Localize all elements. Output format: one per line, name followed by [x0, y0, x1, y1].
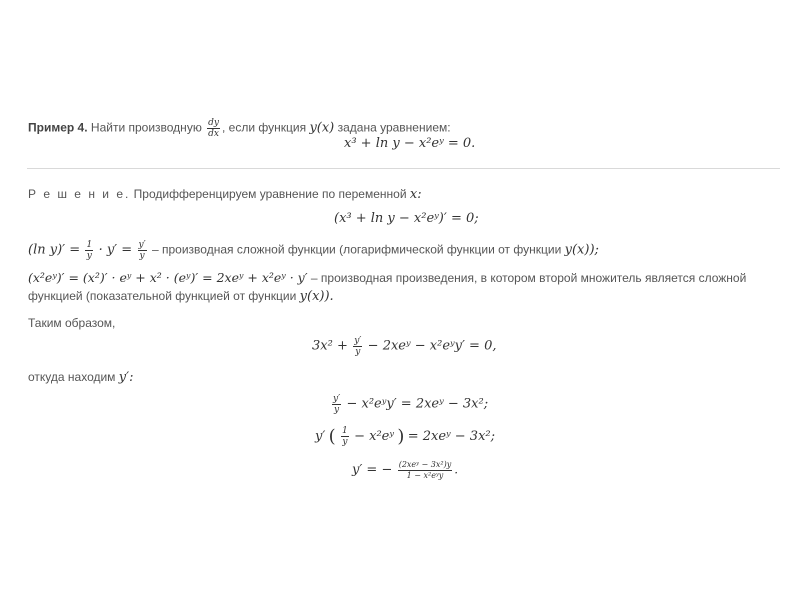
- frac-den: dx: [208, 129, 219, 139]
- eq5-end: .: [454, 462, 459, 477]
- eq4-open-paren: (: [328, 426, 336, 447]
- one-over-y-fraction: [85, 240, 93, 261]
- example-text-before: Найти производную: [90, 120, 202, 135]
- eq2-a: 3x² +: [312, 338, 348, 354]
- ln-end: y(x));: [564, 242, 599, 258]
- eq3-frac-den: y: [334, 405, 340, 415]
- equation-3: [330, 394, 488, 415]
- eq4-close-paren: ): [397, 426, 405, 447]
- diff-equation: (x³ + ln y − x²eʸ)′ = 0;: [334, 211, 479, 226]
- whence-text: откуда находим: [28, 370, 116, 384]
- eq4-a: y′: [315, 429, 326, 444]
- eq3-frac-num: y′: [333, 394, 341, 404]
- solution-intro-line: [28, 187, 422, 202]
- yprime-over-y-fraction: [138, 240, 147, 261]
- example-equation: x³ + ln y − x²eʸ = 0.: [344, 136, 476, 151]
- ln-text: – производная сложной функции (логарифмической функции от функции: [151, 242, 562, 257]
- eq2-fraction: [353, 336, 362, 357]
- product-math: (x²eʸ)′ = (x²)′ · eʸ + x² · (eʸ)′ = 2xeʸ + x²eʸ · y′: [28, 270, 308, 285]
- ln-math-b: · y′ =: [98, 242, 133, 258]
- dy-dx-fraction: [207, 118, 220, 139]
- solution-intro-text: Продифференцируем уравнение по переменной: [133, 187, 407, 201]
- ln-math-a: (ln y)′ =: [28, 242, 81, 258]
- eq3-fraction: [332, 394, 341, 415]
- eq3-b: − x²eʸy′ = 2xeʸ − 3x²;: [346, 396, 489, 412]
- eq5-frac-den: 1 − x²eʸy: [406, 471, 444, 480]
- eq4-b: − x²eʸ: [354, 429, 394, 444]
- eq4-fraction: [341, 426, 349, 447]
- product-continuation-line: [28, 289, 334, 304]
- thus-text: Таким образом,: [28, 316, 116, 330]
- frac-num: dy: [208, 118, 220, 128]
- ln-derivative-line: [28, 240, 599, 261]
- eq2-b: − 2xeʸ − x²eʸy′ = 0,: [367, 338, 497, 354]
- eq5-frac-num: (2xeʸ − 3x²)y: [398, 460, 452, 469]
- eq2-frac-den: y: [355, 347, 361, 357]
- eq5-fraction: [398, 460, 453, 481]
- product-text: – производная произведения, в котором второй множитель является сложной: [310, 271, 747, 285]
- eq5-a: y′ = −: [352, 462, 393, 478]
- example-label: Пример 4.: [28, 120, 88, 135]
- solution-var: x:: [409, 187, 422, 202]
- product-cont-text: функцией (показательной функцией от функции: [28, 289, 297, 303]
- example-func: y(x): [309, 120, 335, 136]
- eq4-frac-den: y: [342, 437, 348, 448]
- eq4-c: = 2xeʸ − 3x²;: [407, 429, 495, 444]
- section-divider: [27, 168, 780, 169]
- frac-1y-den: y: [86, 251, 92, 261]
- product-derivative-line: [28, 270, 746, 285]
- equation-4: [315, 426, 495, 447]
- frac-1y-num: 1: [86, 240, 93, 250]
- solution-label: Р е ш е н и е.: [28, 187, 131, 201]
- product-cont-end: y(x)).: [299, 289, 334, 304]
- equation-2: [312, 336, 497, 357]
- example-text-after: , если функция: [222, 120, 307, 135]
- equation-5: [352, 460, 458, 481]
- frac-ypy-num: y′: [138, 240, 146, 250]
- whence-line: [28, 370, 133, 385]
- example-text-end: задана уравнением:: [337, 120, 451, 135]
- eq4-frac-num: 1: [342, 426, 348, 437]
- whence-var: y′:: [118, 370, 134, 385]
- eq2-frac-num: y′: [354, 336, 362, 346]
- frac-ypy-den: y: [139, 251, 145, 261]
